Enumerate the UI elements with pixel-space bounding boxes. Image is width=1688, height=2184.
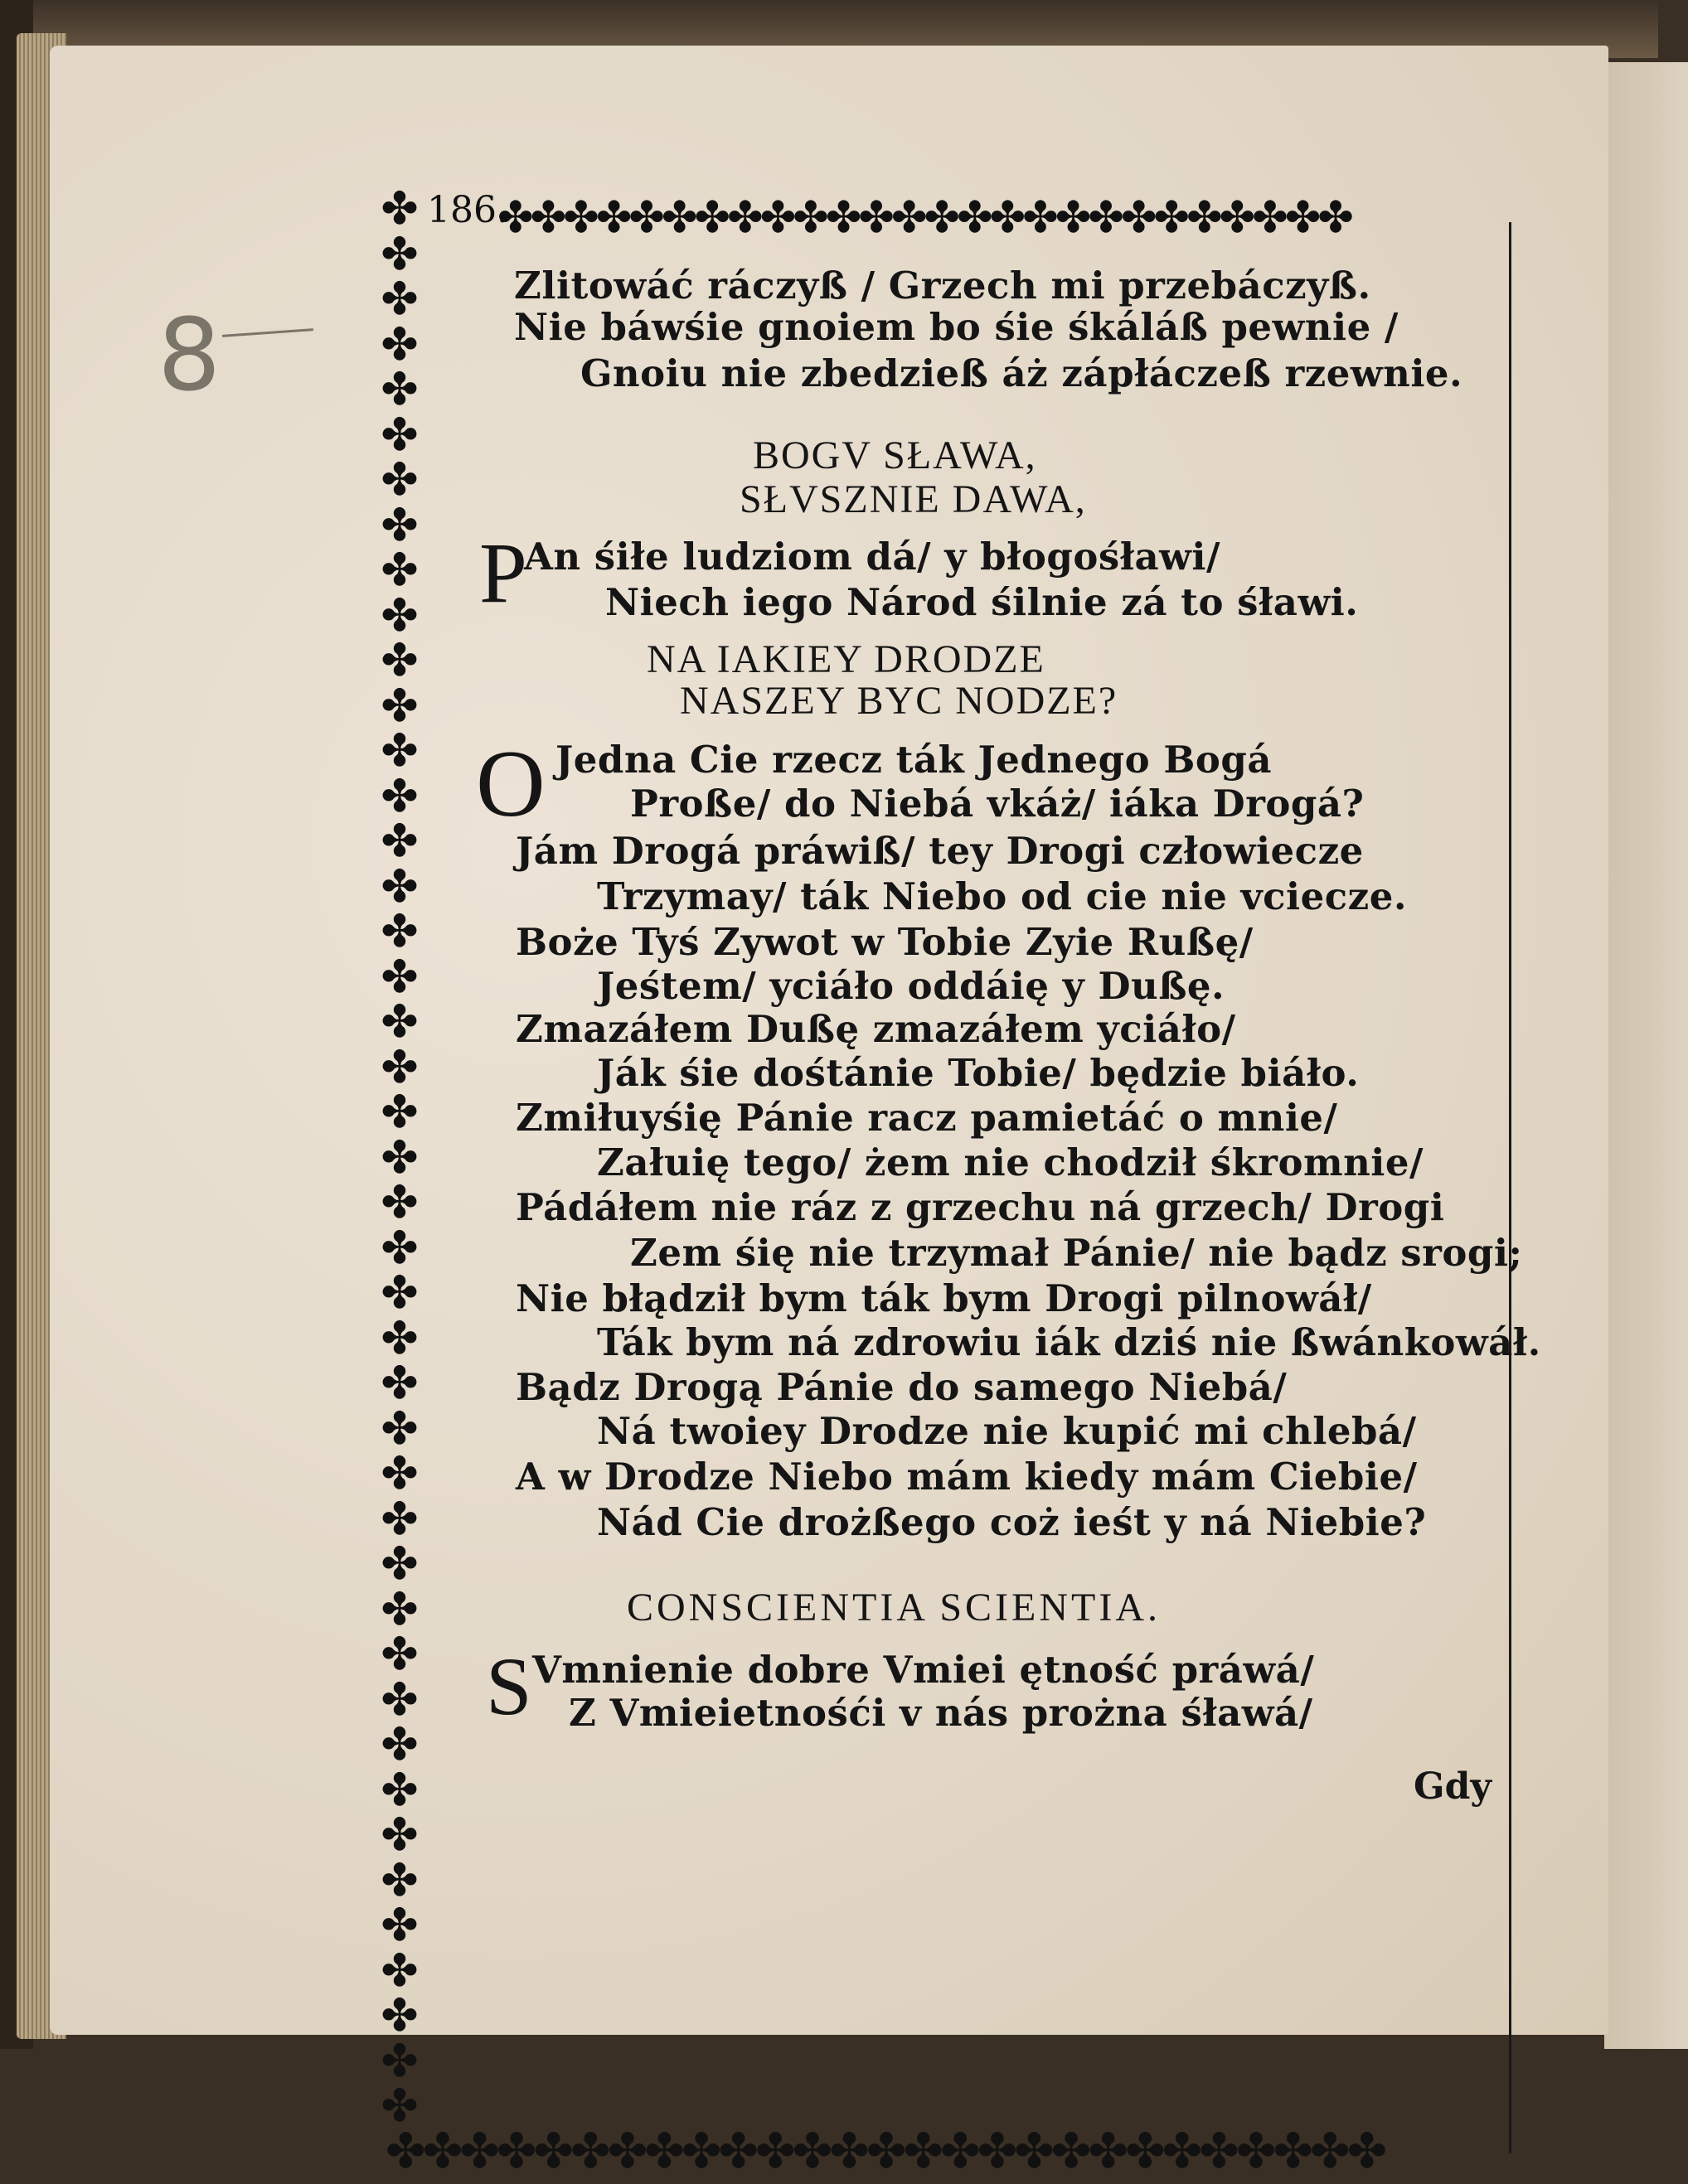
- section-heading: NA IAKIEY DRODZE: [647, 637, 1045, 681]
- verse-line: Trzymay/ ták Niebo od cie nie vciecze.: [597, 874, 1408, 918]
- margin-note-text: 8: [158, 298, 221, 414]
- section-heading: NASZEY BYC NODZE?: [680, 679, 1118, 723]
- ornament-border-top: ✤✤✤✤✤✤✤✤✤✤✤✤✤✤✤✤✤✤✤✤✤✤✤✤✤✤: [497, 193, 1351, 243]
- verse-line: Zmazáłem Dußę zmazáłem yciáło/: [516, 1007, 1236, 1051]
- verse-line: Niech iego Národ śilnie zá to śławi.: [605, 580, 1359, 624]
- ornament-border-bottom: ✤✤✤✤✤✤✤✤✤✤✤✤✤✤✤✤✤✤✤✤✤✤✤✤✤✤✤: [386, 2123, 1385, 2179]
- verse-line: Zmiłuyśię Pánie racz pamietáć o mnie/: [516, 1096, 1338, 1140]
- drop-capital: S: [486, 1640, 532, 1732]
- verse-line: Nie błądził bym ták bym Drogi pilnowáł/: [516, 1276, 1372, 1320]
- section-heading: SŁVSZNIE DAWA,: [740, 477, 1087, 521]
- verse-line: Zem śię nie trzymał Pánie/ nie bądz srogi;: [630, 1231, 1523, 1275]
- ornament-border-left: ✤✤✤✤✤✤✤✤✤✤✤✤✤✤✤✤✤✤✤✤✤✤✤✤✤✤✤✤✤✤✤✤✤✤✤✤✤✤✤✤✤✤✤: [381, 182, 419, 2132]
- verse-line: An śiłe ludziom dá/ y błogośławi/: [524, 535, 1220, 579]
- verse-line: A w Drodze Niebo mám kiedy mám Ciebie/: [516, 1455, 1418, 1499]
- verse-line: Pádáłem nie ráz z grzechu ná grzech/ Drogi: [516, 1185, 1445, 1229]
- verse-line: Ták bym ná zdrowiu iák dziś nie ßwánkowáł.: [597, 1320, 1541, 1364]
- drop-capital: O: [476, 731, 546, 837]
- verse-line: Zlitowáć ráczyß / Grzech mi przebáczyß.: [514, 264, 1371, 308]
- section-heading: CONSCIENTIA SCIENTIA.: [627, 1586, 1161, 1630]
- verse-line: Gnoiu nie zbedzieß áż zápłáczeß rzewnie.: [580, 351, 1463, 395]
- border-rule-right: [1509, 222, 1511, 2153]
- margin-note: [158, 298, 274, 414]
- verse-line: Nád Cie drożßego coż ieśt y ná Niebie?: [597, 1500, 1427, 1544]
- verse-line: Załuię tego/ żem nie chodził śkromnie/: [597, 1140, 1424, 1184]
- verse-line: Jám Drogá práwiß/ tey Drogi człowiecze: [516, 829, 1364, 873]
- verse-line: Boże Tyś Zywot w Tobie Zyie Rußę/: [516, 920, 1254, 964]
- verse-line: Proße/ do Niebá vkáż/ iáka Drogá?: [630, 782, 1365, 826]
- catchword: Gdy: [1414, 1765, 1492, 1808]
- verse-line: Bądz Drogą Pánie do samego Niebá/: [516, 1365, 1288, 1409]
- verse-line: Ják śie dośtánie Tobie/ będzie biáło.: [597, 1051, 1360, 1095]
- verse-line: Nie báwśie gnoiem bo śie śkáláß pewnie /: [514, 305, 1399, 349]
- verse-line: Ná twoiey Drodze nie kupić mi chlebá/: [597, 1409, 1417, 1453]
- verse-line: Z Vmieietnośći v nás prożna śławá/: [569, 1691, 1313, 1735]
- facing-page-edge: [1604, 62, 1688, 2049]
- verse-line: Jedna Cie rzecz ták Jednego Bogá: [555, 738, 1272, 782]
- verse-line: Jeśtem/ yciáło oddáię y Dußę.: [597, 964, 1225, 1008]
- section-heading: BOGV SŁAWA,: [753, 433, 1037, 477]
- page-number: 186.: [427, 189, 508, 231]
- verse-line: Vmnienie dobre Vmiei ętność práwá/: [532, 1648, 1315, 1692]
- drop-capital: P: [479, 525, 527, 621]
